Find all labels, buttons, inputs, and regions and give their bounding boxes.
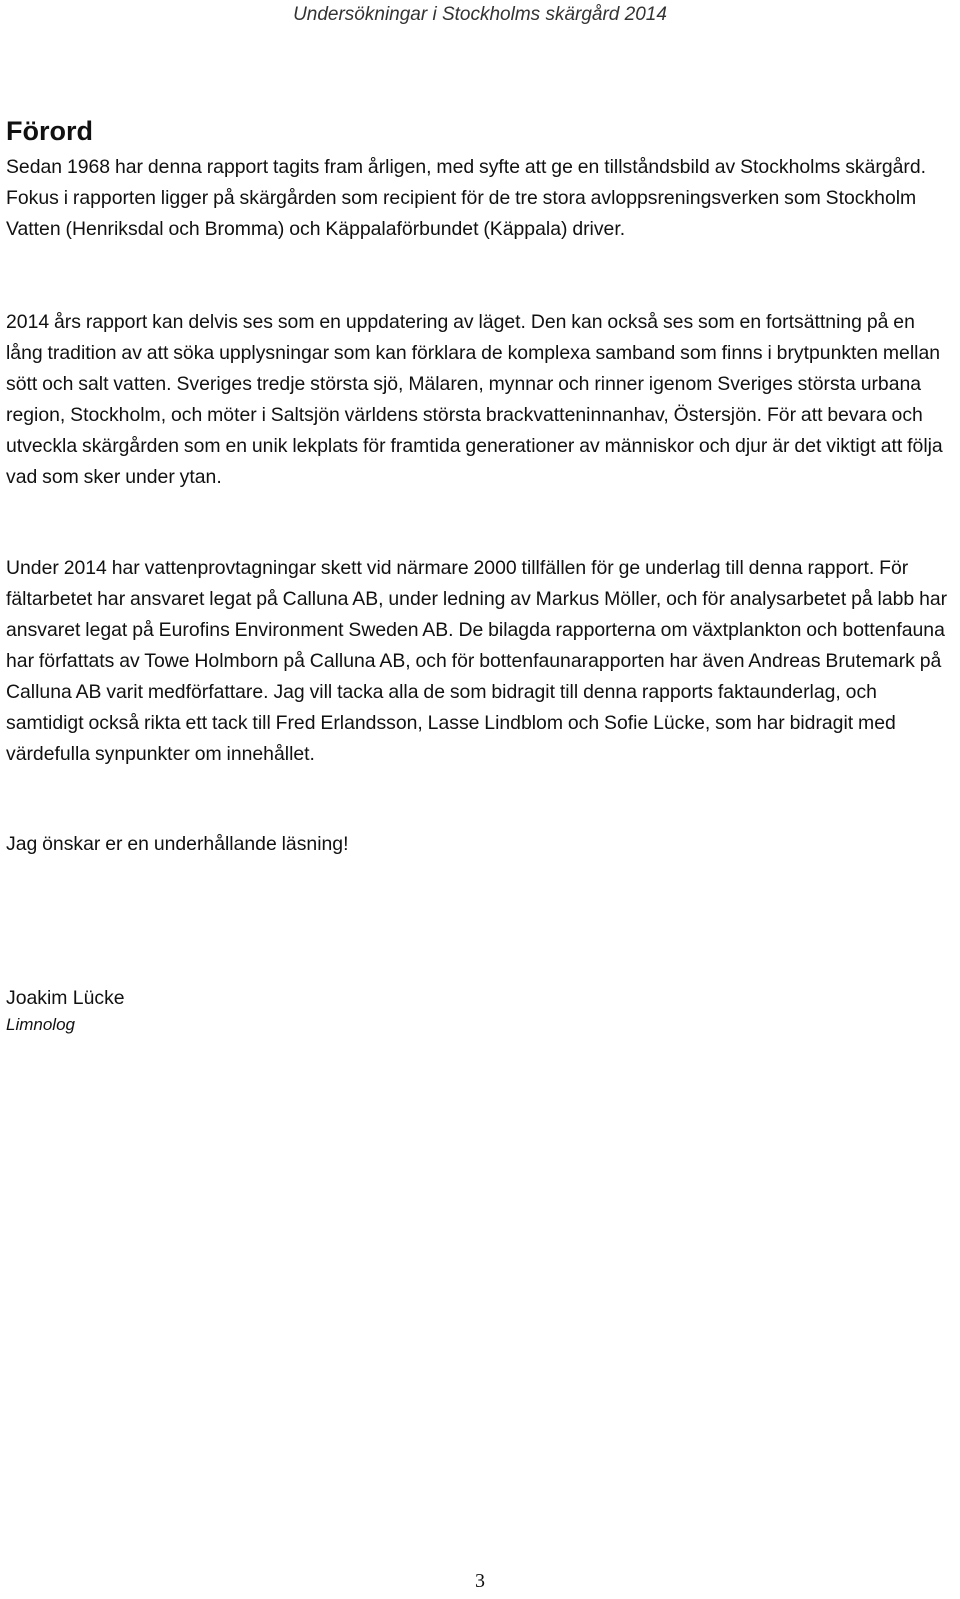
signer-title: Limnolog	[6, 1015, 75, 1034]
paragraph-closing: Jag önskar er en underhållande läsning!	[6, 833, 349, 855]
paragraph-intro: Sedan 1968 har denna rapport tagits fram årligen, med syfte att ge en tillståndsbild av Stockholms skärgård. Fokus i rapporten ligger på skärgården som recipient för de tre stora avloppsreningsverken som Stockholm Vatten (Henriksdal och Bromma) och Käppalaförbundet (Käppala) driver.	[6, 156, 927, 240]
page-title: Förord	[6, 116, 93, 146]
running-header: Undersökningar i Stockholms skärgård 2014	[293, 4, 667, 25]
page-number: 3	[475, 1570, 485, 1592]
paragraph-context: 2014 års rapport kan delvis ses som en uppdatering av läget. Den kan också ses som en fortsättning på en lång tradition av att söka upplysningar som kan förklara de komplexa samband som finns i brytpunkten mellan sött och salt vatten. Sveriges tredje största sjö, Mälaren, mynnar och rinner igenom Sveriges största urbana region, Stockholm, och möter i Saltsjön världens största brackvatteninnanhav, Östersjön. För att bevara och utveckla skärgården som en unik lekplats för framtida generationer av människor och djur är det viktigt att följa vad som sker under ytan.	[6, 311, 943, 488]
signer-name: Joakim Lücke	[6, 987, 125, 1009]
paragraph-acknowledgements: Under 2014 har vattenprovtagningar skett vid närmare 2000 tillfällen för ge underlag till denna rapport. För fältarbetet har ansvaret legat på Calluna AB, under ledning av Markus Möller, och för analysarbetet på labb har ansvaret legat på Eurofins Environment Sweden AB. De bilagda rapporterna om växtplankton och bottenfauna har författats av Towe Holmborn på Calluna AB, och för bottenfaunarapporten har även Andreas Brutemark på Calluna AB varit medförfattare. Jag vill tacka alla de som bidragit till denna rapports faktaunderlag, och samtidigt också rikta ett tack till Fred Erlandsson, Lasse Lindblom och Sofie Lücke, som har bidragit med värdefulla synpunkter om innehållet.	[6, 557, 948, 765]
